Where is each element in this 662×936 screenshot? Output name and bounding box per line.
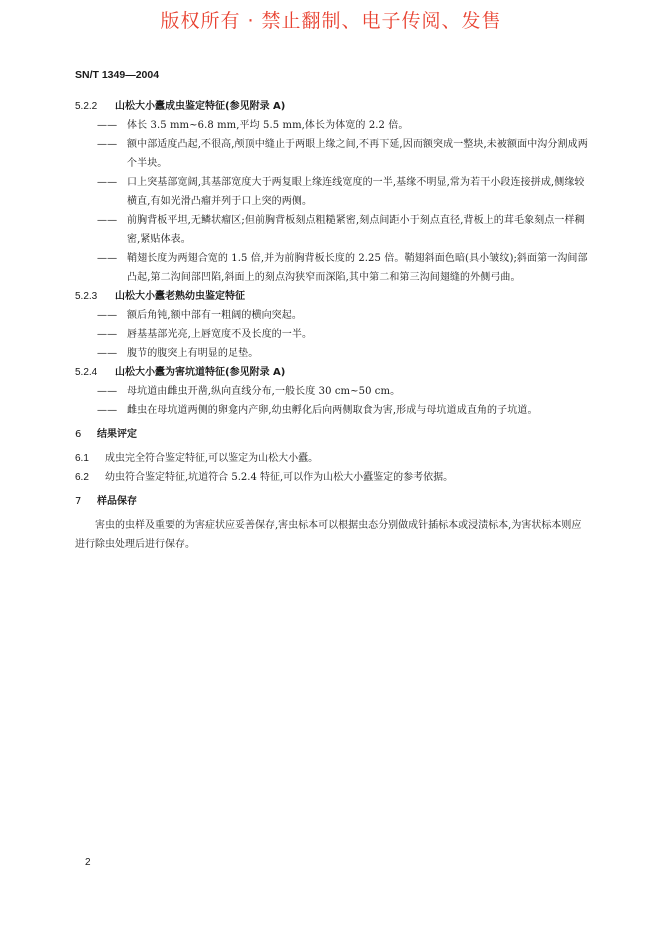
section-heading-6 (75, 425, 590, 444)
section-number: 6 (75, 429, 82, 440)
list-item (75, 325, 590, 344)
item-text: 前胸背板平坦,无鳞状瘤区;但前胸背板刻点粗糙紧密,刻点间距小于刻点直径,背板上的茸毛象刻点一样稠密,紧贴体表。 (127, 215, 585, 245)
document-body (75, 97, 590, 554)
list-item (75, 135, 590, 173)
standard-code: SN/T 1349—2004 (75, 69, 160, 81)
dash-marker: —— (97, 139, 118, 150)
list-item (75, 173, 590, 211)
item-text: 口上突基部宽阔,其基部宽度大于两复眼上缘连线宽度的一半,基缘不明显,常为若干小段连接拼成,侧缘较横直,有如光滑凸瘤并列于口上突的两侧。 (127, 177, 585, 207)
section-number: 5.2.2 (75, 101, 98, 112)
clause-number: 6.1 (75, 453, 89, 464)
item-text: 雌虫在母坑道两侧的卵龛内产卵,幼虫孵化后向两侧取食为害,形成与母坑道成直角的子坑道。 (127, 405, 538, 416)
section-title: 样品保存 (97, 496, 137, 507)
dash-marker: —— (97, 386, 118, 397)
list-item (75, 211, 590, 249)
clause-text: 幼虫符合鉴定特征,坑道符合 5.2.4 特征,可以作为山松大小蠹鉴定的参考依据。 (105, 472, 454, 483)
section-heading-7 (75, 492, 590, 511)
copyright-watermark: 版权所有 · 禁止翻制、电子传阅、发售 (160, 10, 502, 32)
clause-text: 成虫完全符合鉴定特征,可以鉴定为山松大小蠹。 (105, 453, 319, 464)
dash-marker: —— (97, 405, 118, 416)
dash-marker: —— (97, 329, 118, 340)
section-title: 结果评定 (97, 429, 137, 440)
dash-marker: —— (97, 120, 118, 131)
clause-6-2 (75, 468, 590, 487)
section-heading-5-2-4 (75, 363, 590, 382)
item-text: 额后角钝,额中部有一粗阔的横向突起。 (127, 310, 302, 321)
section-number: 7 (75, 496, 82, 507)
clause-number: 6.2 (75, 472, 89, 483)
section-heading-5-2-3 (75, 287, 590, 306)
section-number: 5.2.4 (75, 367, 98, 378)
section-title: 山松大小蠹老熟幼虫鉴定特征 (115, 291, 245, 302)
dash-marker: —— (97, 177, 118, 188)
list-item (75, 306, 590, 325)
item-text: 腹节的腹突上有明显的足垫。 (127, 348, 259, 359)
list-item (75, 116, 590, 135)
item-text: 鞘翅长度为两翅合宽的 1.5 倍,并为前胸背板长度的 2.25 倍。鞘翅斜面色暗(具小皱纹);斜面第一沟间部凸起,第二沟间部凹陷,斜面上的刻点沟狭窄而深陷,其中第二和第三沟间翅缝的外侧弓曲。 (127, 253, 588, 283)
item-text: 体长 3.5 mm~6.8 mm,平均 5.5 mm,体长为体宽的 2.2 倍。 (127, 120, 409, 131)
dash-marker: —— (97, 215, 118, 226)
section-heading-5-2-2 (75, 97, 590, 116)
dash-marker: —— (97, 310, 118, 321)
section-7-paragraph: 害虫的虫样及重要的为害症状应妥善保存,害虫标本可以根据虫态分别做成针插标本或浸渍标本,为害状标本则应进行除虫处理后进行保存。 (75, 520, 582, 550)
list-item (75, 344, 590, 363)
list-item (75, 249, 590, 287)
item-text: 母坑道由雌虫开凿,纵向直线分布,一般长度 30 cm~50 cm。 (127, 386, 401, 397)
item-text: 额中部适度凸起,不很高,颅顶中缝止于两眼上缘之间,不再下延,因而额突成一整块,未被额面中沟分割成两个半块。 (127, 139, 588, 169)
section-number: 5.2.3 (75, 291, 98, 302)
list-item (75, 401, 590, 420)
dash-marker: —— (97, 253, 118, 264)
item-text: 唇基基部光亮,上唇宽度不及长度的一半。 (127, 329, 313, 340)
dash-marker: —— (97, 348, 118, 359)
section-title: 山松大小蠹为害坑道特征(参见附录 A) (115, 367, 286, 378)
clause-6-1 (75, 449, 590, 468)
section-title: 山松大小蠹成虫鉴定特征(参见附录 A) (115, 101, 286, 112)
list-item (75, 382, 590, 401)
page-number: 2 (85, 857, 91, 868)
